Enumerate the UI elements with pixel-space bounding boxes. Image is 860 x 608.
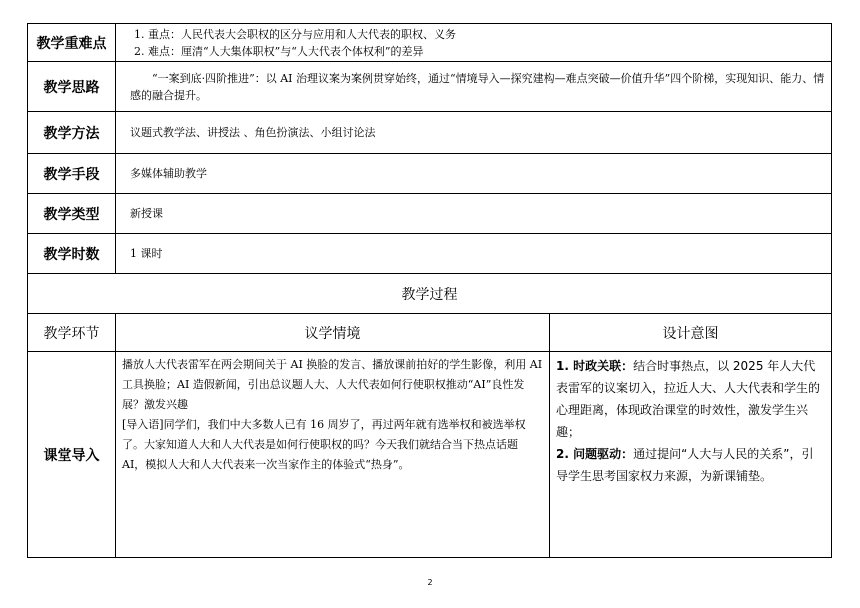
class-hours-label: 教学时数 <box>28 234 116 274</box>
class-type-label: 教学类型 <box>28 194 116 234</box>
row-class-hours <box>28 234 832 274</box>
key-point-item: 1. 重点：人民代表大会职权的区分与应用和人大代表的职权、义务 <box>134 27 456 41</box>
intent-item <box>556 355 825 443</box>
intent-keyword: 1. 时政关联： <box>556 359 634 373</box>
intent-text: 结合时事热点，以 2025 年人大代表雷军的议案切入，拉近人大、人大代表和学生的心理距离，体现政治课堂的时效性，激发学生兴趣； <box>556 359 821 439</box>
header-scene: 议学情境 <box>116 314 550 352</box>
intent-text: 通过提问“人大与人民的关系”，引导学生思考国家权力来源，为新课铺垫。 <box>556 447 814 483</box>
key-point-item: 2. 难点：厘清“人大集体职权”与“人大代表个体权利”的差异 <box>134 44 424 58</box>
intent-cell <box>550 352 832 558</box>
teaching-means-value: 多媒体辅助教学 <box>116 154 832 194</box>
row-process-header <box>28 314 832 352</box>
intent-keyword: 2. 问题驱动： <box>556 447 634 461</box>
scene-cell <box>116 352 550 558</box>
lesson-plan-table <box>27 23 832 558</box>
row-teaching-means <box>28 154 832 194</box>
row-section-title <box>28 274 832 314</box>
scene-paragraph: 播放人大代表雷军在两会期间关于 AI 换脸的发言、播放课前拍好的学生影像，利用 AI 工具换脸；AI 造假新闻，引出总议题人大、人大代表如何行使职权推动“AI”良性发展？激发兴趣 <box>122 358 543 411</box>
scene-paragraph: [导入语]同学们，我们中大多数人已有 16 周岁了，再过两年就有选举权和被选举权了。大家知道人大和人大代表是如何行使职权的吗？今天我们就结合当下热点话题 AI，模拟人大和人大代表来一次当家作主的体验式“热身”。 <box>122 418 526 471</box>
section-title: 教学过程 <box>28 274 832 314</box>
class-type-value: 新授课 <box>116 194 832 234</box>
teaching-idea-text: “一案到底·四阶推进”：以 AI 治理议案为案例贯穿始终，通过“情境导入—探究建构—难点突破—价值升华”四个阶梯，实现知识、能力、情感的融合提升。 <box>130 71 825 102</box>
header-intent: 设计意图 <box>550 314 832 352</box>
class-hours-value: 1 课时 <box>116 234 832 274</box>
teaching-idea-label: 教学思路 <box>28 62 116 112</box>
teaching-means-label: 教学手段 <box>28 154 116 194</box>
page-number: 2 <box>427 578 433 587</box>
row-teaching-method <box>28 112 832 154</box>
header-stage: 教学环节 <box>28 314 116 352</box>
key-points-label: 教学重难点 <box>28 24 116 62</box>
stage-label: 课堂导入 <box>28 352 116 558</box>
row-teaching-idea <box>28 62 832 112</box>
intent-item <box>556 443 825 487</box>
teaching-idea-value <box>116 62 832 112</box>
row-class-intro <box>28 352 832 558</box>
row-key-points <box>28 24 832 62</box>
row-class-type <box>28 194 832 234</box>
teaching-method-value: 议题式教学法、讲授法 、角色扮演法、小组讨论法 <box>116 112 832 154</box>
teaching-method-label: 教学方法 <box>28 112 116 154</box>
key-points-value <box>116 24 832 62</box>
